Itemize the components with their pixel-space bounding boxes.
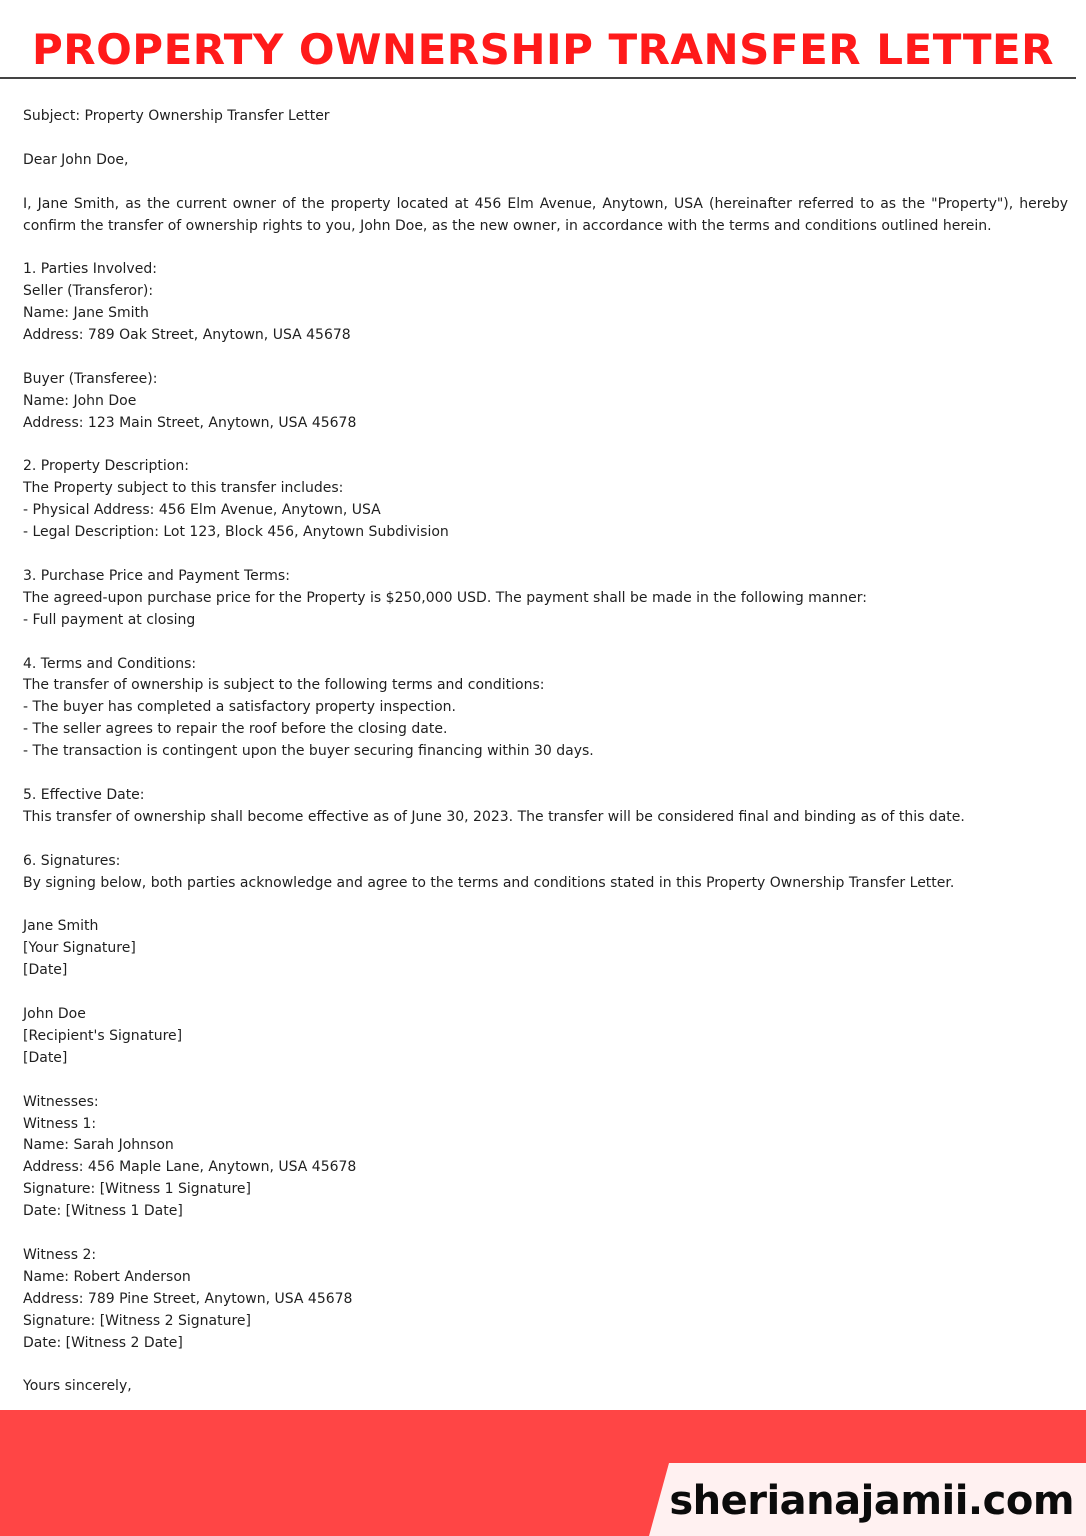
spacer: [23, 347, 1068, 369]
spacer: [23, 1354, 1068, 1376]
spacer: [23, 894, 1068, 916]
spacer: [23, 172, 1068, 194]
buyer-address: Address: 123 Main Street, Anytown, USA 45678: [23, 414, 357, 431]
witness-address: Address: 789 Pine Street, Anytown, USA 45678: [23, 1290, 353, 1307]
spacer: [23, 1070, 1068, 1092]
witness-date: Date: [Witness 2 Date]: [23, 1334, 183, 1351]
spacer: [23, 237, 1068, 259]
witness-signature: Signature: [Witness 2 Signature]: [23, 1312, 251, 1329]
witness-address: Address: 456 Maple Lane, Anytown, USA 45678: [23, 1159, 357, 1176]
spacer: [23, 632, 1068, 654]
spacer: [23, 763, 1068, 785]
intro-paragraph: I, Jane Smith, as the current owner of the property located at 456 Elm Avenue, Anytown, USA (hereinafter referred to as the "Property"), hereby confirm the transfer of ownership rights to you, John Doe, as the new owner, in accordance with the terms and conditions outlined herein.: [23, 195, 1073, 234]
list-item: - The seller agrees to repair the roof before the closing date.: [23, 721, 448, 738]
section-text: This transfer of ownership shall become effective as of June 30, 2023. The transfer will be considered final and binding as of this date.: [23, 808, 965, 825]
spacer: [23, 1223, 1068, 1245]
list-item: - The buyer has completed a satisfactory property inspection.: [23, 699, 457, 716]
witness-signature: Signature: [Witness 1 Signature]: [23, 1181, 251, 1198]
list-item: - Physical Address: 456 Elm Avenue, Anytown, USA: [23, 502, 381, 519]
date-placeholder: [Date]: [23, 962, 68, 979]
section-heading: 1. Parties Involved:: [23, 261, 157, 278]
buyer-label: Buyer (Transferee):: [23, 370, 158, 387]
list-item: - Full payment at closing: [23, 611, 196, 628]
signer-name: John Doe: [23, 1005, 86, 1022]
witness-label: Witness 1:: [23, 1115, 97, 1132]
seller-label: Seller (Transferor):: [23, 283, 154, 300]
seller-address: Address: 789 Oak Street, Anytown, USA 45678: [23, 327, 351, 344]
title-divider: [0, 77, 1076, 79]
letter-body: [23, 106, 1073, 1398]
signer-name: Jane Smith: [23, 918, 99, 935]
spacer: [23, 128, 1068, 150]
signature-placeholder: [Recipient's Signature]: [23, 1027, 183, 1044]
list-item: - Legal Description: Lot 123, Block 456, Anytown Subdivision: [23, 524, 449, 541]
witness-name: Name: Sarah Johnson: [23, 1137, 174, 1154]
section-heading: 2. Property Description:: [23, 458, 189, 475]
spacer: [23, 829, 1068, 851]
witness-label: Witness 2:: [23, 1246, 97, 1263]
spacer: [23, 982, 1068, 1004]
buyer-name: Name: John Doe: [23, 392, 137, 409]
section-heading: 6. Signatures:: [23, 852, 121, 869]
page-title: PROPERTY OWNERSHIP TRANSFER LETTER: [31, 25, 1055, 74]
spacer: [23, 544, 1068, 566]
seller-name: Name: Jane Smith: [23, 305, 149, 322]
list-item: - The transaction is contingent upon the buyer securing financing within 30 days.: [23, 743, 594, 760]
section-text: By signing below, both parties acknowledge and agree to the terms and conditions stated in this Property Ownership Transfer Letter.: [23, 874, 955, 891]
subject-line: Subject: Property Ownership Transfer Letter: [23, 108, 330, 124]
witnesses-heading: Witnesses:: [23, 1093, 99, 1110]
witness-date: Date: [Witness 1 Date]: [23, 1203, 183, 1220]
section-heading: 3. Purchase Price and Payment Terms:: [23, 567, 290, 584]
section-intro: The Property subject to this transfer includes:: [23, 480, 344, 497]
section-heading: 4. Terms and Conditions:: [23, 655, 197, 672]
section-text: The agreed-upon purchase price for the Property is $250,000 USD. The payment shall be made in the following manner:: [23, 589, 867, 606]
site-watermark: sherianajamii.com: [669, 1478, 1074, 1524]
signature-placeholder: [Your Signature]: [23, 940, 136, 957]
section-intro: The transfer of ownership is subject to the following terms and conditions:: [23, 677, 545, 694]
salutation: Dear John Doe,: [23, 151, 129, 168]
closing: Yours sincerely,: [23, 1378, 132, 1395]
spacer: [23, 435, 1068, 457]
date-placeholder: [Date]: [23, 1049, 68, 1066]
section-heading: 5. Effective Date:: [23, 786, 145, 803]
witness-name: Name: Robert Anderson: [23, 1268, 191, 1285]
